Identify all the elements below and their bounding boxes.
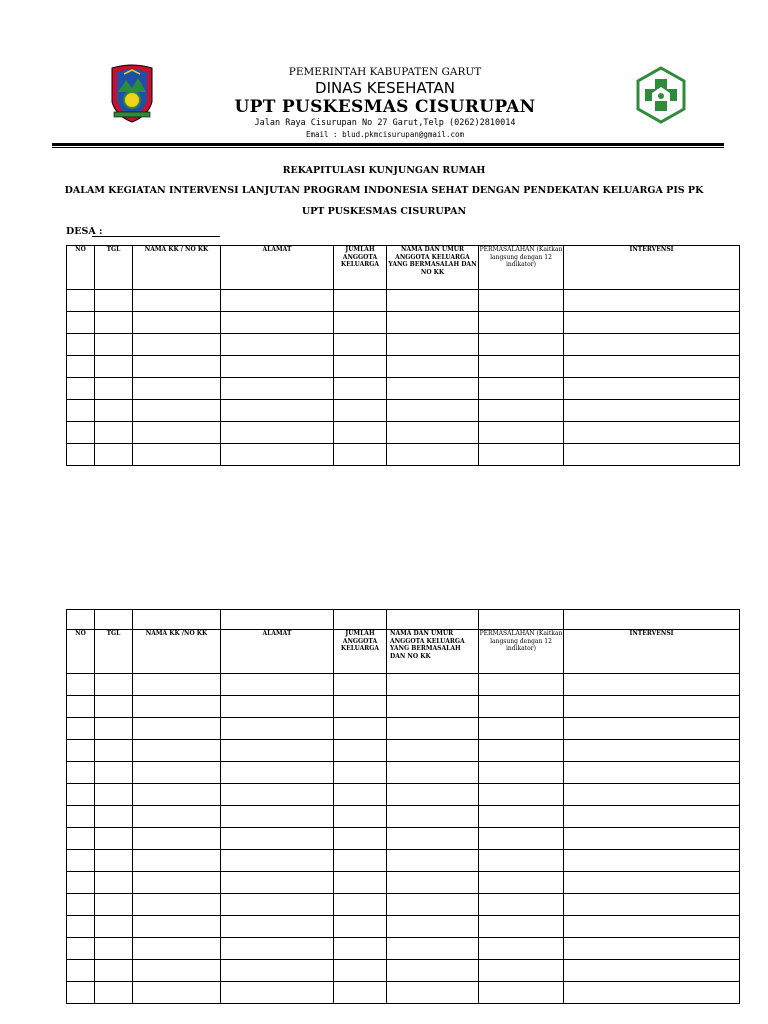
table-cell bbox=[95, 894, 133, 916]
table-cell bbox=[95, 828, 133, 850]
table-cell bbox=[564, 290, 740, 312]
table-cell bbox=[67, 762, 95, 784]
table-cell bbox=[479, 674, 564, 696]
table-cell bbox=[387, 894, 479, 916]
table-cell bbox=[387, 696, 479, 718]
header-tgl: TGL bbox=[95, 246, 133, 290]
table-cell bbox=[95, 674, 133, 696]
table-cell bbox=[67, 422, 95, 444]
table-cell bbox=[564, 444, 740, 466]
header-jumlah-anggota: JUMLAH ANGGOTA KELUARGA bbox=[334, 246, 387, 290]
table-cell bbox=[387, 762, 479, 784]
table-cell bbox=[221, 916, 334, 938]
table-cell bbox=[221, 740, 334, 762]
table-cell bbox=[334, 356, 387, 378]
table-row bbox=[67, 916, 740, 938]
table-cell bbox=[334, 422, 387, 444]
table-cell bbox=[479, 696, 564, 718]
table-cell bbox=[67, 674, 95, 696]
table-cell bbox=[479, 872, 564, 894]
table-cell bbox=[67, 356, 95, 378]
table-cell bbox=[334, 828, 387, 850]
table-cell bbox=[564, 422, 740, 444]
table-cell bbox=[334, 938, 387, 960]
table-cell bbox=[67, 400, 95, 422]
table-cell bbox=[564, 828, 740, 850]
table-cell bbox=[133, 916, 221, 938]
table-cell bbox=[334, 916, 387, 938]
table-cell bbox=[221, 356, 334, 378]
table-cell bbox=[564, 982, 740, 1004]
table-cell bbox=[387, 850, 479, 872]
table-cell bbox=[334, 872, 387, 894]
table-cell bbox=[133, 872, 221, 894]
table-cell bbox=[95, 806, 133, 828]
table-cell bbox=[387, 938, 479, 960]
table-cell bbox=[564, 960, 740, 982]
table-row bbox=[67, 290, 740, 312]
table-row bbox=[67, 982, 740, 1004]
table-cell bbox=[221, 696, 334, 718]
table-cell bbox=[67, 960, 95, 982]
table-cell bbox=[387, 444, 479, 466]
table-cell bbox=[479, 290, 564, 312]
table-cell bbox=[564, 806, 740, 828]
table-cell bbox=[564, 378, 740, 400]
table-cell bbox=[133, 828, 221, 850]
table-cell bbox=[95, 872, 133, 894]
table-cell bbox=[67, 290, 95, 312]
table-cell bbox=[479, 444, 564, 466]
table-cell bbox=[564, 674, 740, 696]
table-cell bbox=[334, 312, 387, 334]
table-cell bbox=[479, 916, 564, 938]
table-cell bbox=[95, 696, 133, 718]
table-row bbox=[67, 894, 740, 916]
header-alamat: ALAMAT bbox=[221, 246, 334, 290]
table-cell bbox=[133, 696, 221, 718]
document-institution: UPT PUSKESMAS CISURUPAN bbox=[301, 206, 467, 217]
document-subtitle: DALAM KEGIATAN INTERVENSI LANJUTAN PROGRAM INDONESIA SEHAT DENGAN PENDEKATAN KELUARGA PIS PK bbox=[64, 185, 704, 196]
table-cell bbox=[479, 938, 564, 960]
table-cell bbox=[67, 850, 95, 872]
header-jumlah-anggota: JUMLAH ANGGOTA KELUARGA bbox=[334, 630, 387, 674]
table-row bbox=[67, 850, 740, 872]
table-cell bbox=[564, 740, 740, 762]
table-cell bbox=[387, 806, 479, 828]
table-cell bbox=[95, 718, 133, 740]
table-cell bbox=[479, 400, 564, 422]
table-cell bbox=[479, 806, 564, 828]
table-cell bbox=[67, 872, 95, 894]
header-alamat: ALAMAT bbox=[221, 630, 334, 674]
table-cell bbox=[95, 378, 133, 400]
table-cell bbox=[479, 312, 564, 334]
table-cell bbox=[387, 400, 479, 422]
visit-table-2 bbox=[66, 609, 740, 1004]
table-cell bbox=[221, 938, 334, 960]
table-row bbox=[67, 356, 740, 378]
table-cell bbox=[133, 894, 221, 916]
table-cell bbox=[387, 312, 479, 334]
table-cell bbox=[334, 378, 387, 400]
table-cell bbox=[67, 916, 95, 938]
puskesmas-cross-logo bbox=[632, 66, 690, 124]
table-cell bbox=[133, 850, 221, 872]
table-cell bbox=[221, 290, 334, 312]
table-cell bbox=[334, 674, 387, 696]
table-row bbox=[67, 872, 740, 894]
letterhead-institution: UPT PUSKESMAS CISURUPAN bbox=[234, 97, 536, 117]
table-row bbox=[67, 740, 740, 762]
table-cell bbox=[334, 806, 387, 828]
table-cell bbox=[479, 894, 564, 916]
table-cell bbox=[387, 740, 479, 762]
table-cell bbox=[133, 290, 221, 312]
table-row bbox=[67, 828, 740, 850]
table-cell bbox=[95, 400, 133, 422]
table-cell bbox=[95, 850, 133, 872]
table-cell bbox=[564, 762, 740, 784]
table-row bbox=[67, 400, 740, 422]
table-cell bbox=[564, 312, 740, 334]
table-cell bbox=[133, 784, 221, 806]
table-cell bbox=[334, 696, 387, 718]
table-cell bbox=[67, 444, 95, 466]
table-cell bbox=[334, 960, 387, 982]
header-intervensi: INTERVENSI bbox=[564, 630, 740, 674]
table-cell bbox=[133, 806, 221, 828]
table-cell bbox=[221, 674, 334, 696]
table-cell bbox=[133, 938, 221, 960]
table-cell bbox=[221, 894, 334, 916]
table-cell bbox=[221, 312, 334, 334]
table-row bbox=[67, 422, 740, 444]
table-cell bbox=[95, 960, 133, 982]
table-cell bbox=[564, 334, 740, 356]
table-row bbox=[67, 784, 740, 806]
visit-table-1 bbox=[66, 245, 740, 466]
table-cell bbox=[221, 982, 334, 1004]
table-cell bbox=[133, 422, 221, 444]
table-cell bbox=[564, 916, 740, 938]
header-permasalahan: PERMASALAHAN (Kaitkan langsung dengan 12 indikator) bbox=[479, 630, 564, 674]
table-cell bbox=[334, 762, 387, 784]
table-cell bbox=[95, 740, 133, 762]
table-cell bbox=[479, 784, 564, 806]
header-intervensi: INTERVENSI bbox=[564, 246, 740, 290]
header-nama-umur: NAMA DAN UMUR ANGGOTA KELUARGA YANG BERMASALAH DAN NO KK bbox=[387, 246, 479, 290]
table-cell bbox=[133, 356, 221, 378]
letterhead-government: PEMERINTAH KABUPATEN GARUT bbox=[288, 66, 482, 78]
table-cell bbox=[67, 312, 95, 334]
letterhead-department: DINAS KESEHATAN bbox=[315, 79, 455, 97]
header-nama-kk: NAMA KK / NO KK bbox=[133, 246, 221, 290]
table-cell bbox=[564, 696, 740, 718]
letterhead-divider-thick bbox=[52, 143, 724, 146]
document-title: REKAPITULASI KUNJUNGAN RUMAH bbox=[282, 165, 486, 176]
table-cell bbox=[479, 828, 564, 850]
table-cell bbox=[479, 960, 564, 982]
letterhead-address: Jalan Raya Cisurupan No 27 Garut,Telp (0262)2810014 bbox=[254, 118, 516, 128]
table-row bbox=[67, 674, 740, 696]
table-cell bbox=[95, 422, 133, 444]
table-row bbox=[67, 960, 740, 982]
table-cell bbox=[221, 872, 334, 894]
table-cell bbox=[387, 356, 479, 378]
table-cell bbox=[67, 806, 95, 828]
table-cell bbox=[133, 960, 221, 982]
table-cell bbox=[221, 718, 334, 740]
table-cell bbox=[221, 762, 334, 784]
header-permasalahan: PERMASALAHAN (Kaitkan langsung dengan 12 indikator) bbox=[479, 246, 564, 290]
table-cell bbox=[95, 784, 133, 806]
table-cell bbox=[387, 960, 479, 982]
table-cell bbox=[221, 444, 334, 466]
table-row bbox=[67, 378, 740, 400]
table-cell bbox=[95, 312, 133, 334]
table-cell bbox=[387, 982, 479, 1004]
table-cell bbox=[564, 400, 740, 422]
table-cell bbox=[564, 894, 740, 916]
table-cell bbox=[95, 982, 133, 1004]
table-cell bbox=[479, 356, 564, 378]
table-cell bbox=[387, 872, 479, 894]
table-cell bbox=[564, 872, 740, 894]
table-cell bbox=[334, 718, 387, 740]
table-cell bbox=[221, 334, 334, 356]
table-cell bbox=[564, 850, 740, 872]
desa-fill-line bbox=[92, 236, 220, 237]
table-cell bbox=[221, 784, 334, 806]
table-cell bbox=[67, 784, 95, 806]
letterhead-divider-thin bbox=[52, 147, 724, 148]
table-cell bbox=[221, 378, 334, 400]
header-nama-umur: NAMA DAN UMUR ANGGOTA KELUARGA YANG BERMASALAH DAN NO KK bbox=[387, 630, 479, 674]
table-row bbox=[67, 696, 740, 718]
table-cell bbox=[67, 894, 95, 916]
table-cell bbox=[334, 444, 387, 466]
table-cell bbox=[221, 960, 334, 982]
table-cell bbox=[479, 718, 564, 740]
header-no: NO bbox=[67, 246, 95, 290]
table-cell bbox=[479, 982, 564, 1004]
header-nama-kk: NAMA KK /NO KK bbox=[133, 630, 221, 674]
table-cell bbox=[67, 828, 95, 850]
garut-crest-logo bbox=[108, 62, 156, 124]
table-cell bbox=[67, 740, 95, 762]
table-cell bbox=[67, 334, 95, 356]
table-cell bbox=[387, 674, 479, 696]
table-cell bbox=[67, 378, 95, 400]
table-cell bbox=[479, 422, 564, 444]
table-row bbox=[67, 312, 740, 334]
table-cell bbox=[133, 400, 221, 422]
letterhead-email: Email : blud.pkmcisurupan@gmail.com bbox=[305, 130, 465, 139]
table-cell bbox=[564, 718, 740, 740]
table-cell bbox=[95, 444, 133, 466]
table-cell bbox=[67, 718, 95, 740]
table-row bbox=[67, 718, 740, 740]
table-cell bbox=[334, 400, 387, 422]
table-blank-top-row bbox=[67, 610, 740, 630]
table-cell bbox=[133, 982, 221, 1004]
table-cell bbox=[334, 894, 387, 916]
header-tgl: TGL bbox=[95, 630, 133, 674]
table-cell bbox=[133, 334, 221, 356]
table-cell bbox=[95, 938, 133, 960]
table-cell bbox=[387, 784, 479, 806]
table-cell bbox=[564, 938, 740, 960]
table-cell bbox=[95, 334, 133, 356]
table-cell bbox=[387, 334, 479, 356]
table-cell bbox=[95, 356, 133, 378]
table-cell bbox=[479, 334, 564, 356]
table-cell bbox=[479, 378, 564, 400]
table-cell bbox=[67, 938, 95, 960]
table-cell bbox=[334, 982, 387, 1004]
table-cell bbox=[479, 740, 564, 762]
table-cell bbox=[221, 850, 334, 872]
table-cell bbox=[387, 422, 479, 444]
table-cell bbox=[564, 784, 740, 806]
table-cell bbox=[334, 290, 387, 312]
table-cell bbox=[334, 334, 387, 356]
table-cell bbox=[133, 740, 221, 762]
table-cell bbox=[334, 740, 387, 762]
table-row bbox=[67, 444, 740, 466]
table-cell bbox=[133, 312, 221, 334]
table-cell bbox=[387, 828, 479, 850]
table-cell bbox=[564, 356, 740, 378]
table-cell bbox=[387, 378, 479, 400]
table-cell bbox=[387, 916, 479, 938]
table-cell bbox=[334, 850, 387, 872]
table-row bbox=[67, 334, 740, 356]
table-cell bbox=[221, 828, 334, 850]
table-cell bbox=[133, 378, 221, 400]
table-header-row bbox=[67, 246, 740, 290]
table-cell bbox=[221, 400, 334, 422]
desa-label: DESA : bbox=[66, 226, 103, 237]
table-cell bbox=[95, 290, 133, 312]
table-cell bbox=[95, 762, 133, 784]
header-no: NO bbox=[67, 630, 95, 674]
table-cell bbox=[221, 422, 334, 444]
table-cell bbox=[67, 982, 95, 1004]
table-cell bbox=[133, 444, 221, 466]
table-cell bbox=[95, 916, 133, 938]
table-row bbox=[67, 806, 740, 828]
table-cell bbox=[479, 762, 564, 784]
table-row bbox=[67, 762, 740, 784]
table-cell bbox=[334, 784, 387, 806]
table-cell bbox=[387, 290, 479, 312]
table-cell bbox=[221, 806, 334, 828]
table-cell bbox=[387, 718, 479, 740]
table-cell bbox=[67, 696, 95, 718]
table-cell bbox=[133, 674, 221, 696]
table-header-row bbox=[67, 630, 740, 674]
table-cell bbox=[133, 718, 221, 740]
table-cell bbox=[133, 762, 221, 784]
table-row bbox=[67, 938, 740, 960]
table-cell bbox=[479, 850, 564, 872]
